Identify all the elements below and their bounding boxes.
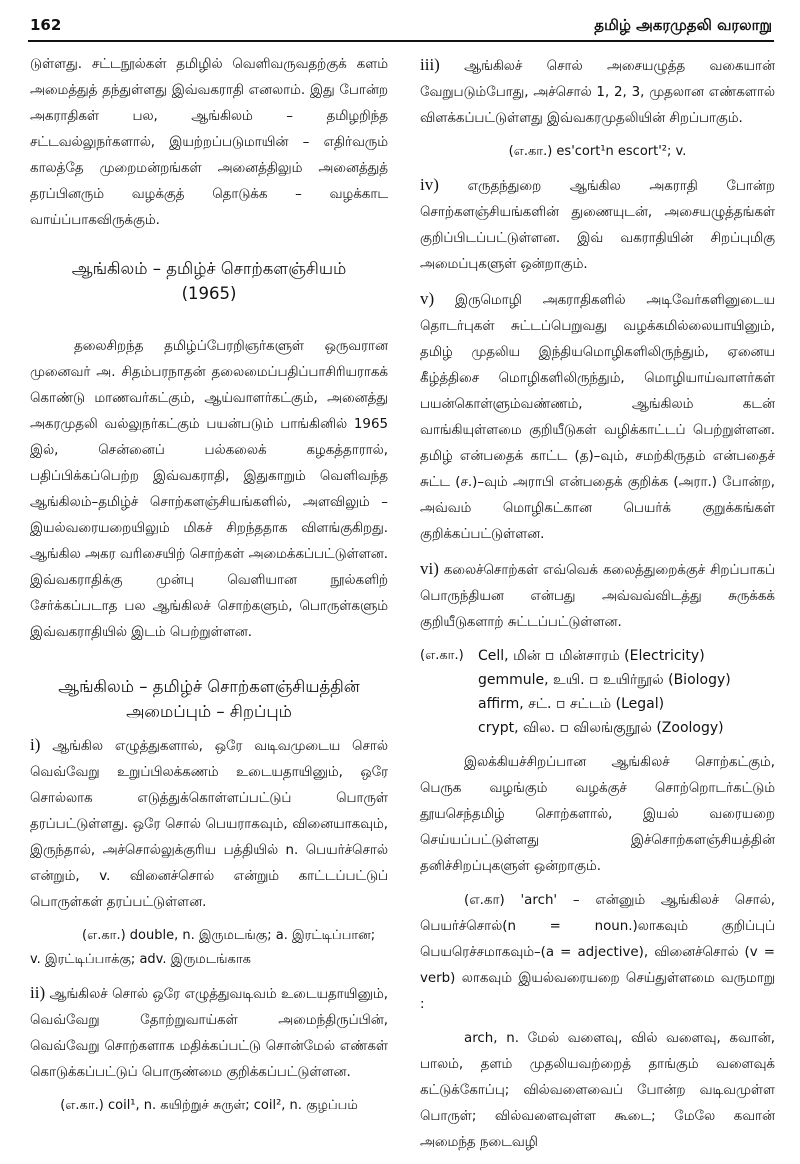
running-title: தமிழ் அகரமுதலி வரலாறு [594, 16, 772, 34]
section-heading-structure [30, 674, 388, 724]
example-label: (எ.கா.) [420, 648, 464, 663]
example-entry: crypt, வில. ▫ விலங்குநூல் (Zoology) [478, 720, 724, 736]
item-text: இருமொழி அகராதிகளில் அடிவேர்களினுடைய தொடர்புகள் சுட்டப்பெறுவது வழக்கமில்லையாயினும், தமிழ் முதலிய இந்தியமொழிகளிலிருந்தும், ஏனைய கீழ்த்திசை மொழிகளிலிருந்தும், மொழியாய்வாளர்கள் பயன்கொள்ளும்வண்ணம், ஆங்கிலம் கடன் வாங்கியுள்ளமை குறியீடுகள் வழிக்காட்டப் பெற்றுள்ளன. தமிழ் என்பதைக் காட்ட (த)–வும், சமற்கிருதம் என்பதைச் சுட்ட (ச.)–வும் அராபி என்பதைக் குறிக்க (அரா.) போன்ற, அவ்வம் மொழிகட்கான பெயர்க் குறுக்கங்கள் குறிக்கப்பட்டுள்ளன. [420, 293, 775, 542]
example-line: (எ.கா.) double, n. இருமடங்கு; a. இரட்டிப்பான; [82, 928, 376, 943]
feature-item-2 [30, 980, 388, 1086]
item-text: எருதந்துறை ஆங்கில அகராதி போன்ற சொற்களஞ்சியங்களின் துணையுடன், அசையழுத்தங்கள் குறிப்பிடப்பட்டுள்ளன. இவ் வகராதியின் சிறப்புமிகு அமைப்புகளுள் ஒன்றாகும். [420, 179, 775, 272]
page-number: 162 [30, 16, 62, 34]
example-entry: affirm, சட். ▫ சட்டம் (Legal) [478, 696, 665, 712]
section-heading-dictionary [30, 256, 388, 306]
intro-paragraph: டுள்ளது. சட்டநூல்கள் தமிழில் வெளிவருவதற்குக் களம் அமைத்துத் தந்துள்ளது இவ்வகராதி எனலாம். இது போன்ற அகராதிகள் பல, ஆங்கிலம் – தமிழறிந்த சட்டவல்லுநர்களால், இயற்றப்படுமாயின் – எதிர்வரும் காலத்தே முறைமன்றங்கள் அனைத்திலும் அனைத்துத் தரப்பினரும் வழக்குத் தொடுக்க – வழக்காட வாய்ப்பாகவிருக்கும். [30, 57, 388, 228]
feature-item-5 [420, 286, 775, 548]
example-line: v. இரட்டிப்பாக்கு; adv. இருமடங்காக [30, 952, 251, 967]
item-marker: vi) [420, 559, 439, 578]
item-marker: v) [420, 289, 435, 308]
item-marker: i) [30, 735, 41, 754]
left-column [30, 52, 388, 1126]
feature-item-1 [30, 732, 388, 916]
subject-label-examples [420, 644, 775, 740]
feature-item-3 [420, 52, 775, 132]
item-marker: ii) [30, 983, 46, 1002]
feature-item-6 [420, 556, 775, 636]
literary-paragraph: இலக்கியச்சிறப்பான ஆங்கிலச் சொற்கட்கும், பெருக வழங்கும் வழக்குச் சொற்றொடர்கட்டும் தூயசெந்தமிழ் சொற்களால், இயல் வரையறை செய்யப்பட்டுள்ளது இச்சொற்களஞ்சியத்தின் தனிச்சிறப்புகளுள் ஒன்றாகும். [420, 755, 775, 874]
page-header [28, 14, 774, 42]
item-marker: iv) [420, 175, 439, 194]
item-marker: iii) [420, 55, 440, 74]
heading-line: அமைப்பும் – சிறப்பும் [126, 702, 292, 721]
example-coil: (எ.கா.) coil¹, n. கயிற்றுச் சுருள்; coil², n. குழப்பம் [60, 1098, 358, 1113]
feature-item-4 [420, 172, 775, 278]
example-entry: Cell, மின் ▫ மின்சாரம் (Electricity) [478, 648, 705, 664]
heading-line: ஆங்கிலம் – தமிழ்ச் சொற்களஞ்சியம் [71, 259, 347, 278]
example-entry: gemmule, உயி. ▫ உயிர்நூல் (Biology) [478, 672, 731, 688]
dictionary-description: தலைசிறந்த தமிழ்ப்பேரறிஞர்களுள் ஒருவரான முனைவர் அ. சிதம்பரநாதன் தலைமைப்பதிப்பாசிரியராகக் கொண்டு மாணவர்கட்கும், ஆய்வாளர்கட்கும், அனைத்து அகரமுதலி வல்லுநர்கட்கும் பயன்படும் பாங்கினில் 1965 இல், சென்னைப் பல்கலைக் கழகத்தாரால், பதிப்பிக்கப்பெற்ற இவ்வகராதி, இதுகாறும் வெளிவந்த ஆங்கிலம்–தமிழ்ச் சொற்களஞ்சியங்களில், அளவிலும் – இயல்வரையறையிலும் மிகச் சிறந்ததாக விளங்குகிறது. ஆங்கில அகர வரிசையிற் சொற்கள் அமைக்கப்பட்டுள்ளன. இவ்வகராதிக்கு முன்பு வெளியான நூல்களிற் சேர்க்கப்படாத பல ஆங்கிலச் சொற்களும், பொருள்களும் இவ்வகராதியில் இடம் பெற்றுள்ளன. [30, 339, 388, 640]
item-text: ஆங்கிலச் சொல் ஒரே எழுத்துவடிவம் உடையதாயினும், வெவ்வேறு தோற்றுவாய்கள் அமைந்திருப்பின், வெவ்வேறு சொற்களாக மதிக்கப்பட்டு சொன்மேல் எண்கள் கொடுக்கப்பட்டுப் பொருண்மை குறிக்கப்பட்டுள்ளன. [30, 987, 388, 1080]
item-text: ஆங்கிலச் சொல் அசையழுத்த வகையான் வேறுபடும்போது, அச்சொல் 1, 2, 3, முதலான எண்களால் விளக்கப்பட்டுள்ளது இவ்வகரமுதலியின் சிறப்பாகும். [420, 59, 775, 126]
right-column [420, 52, 775, 1164]
arch-definition: arch, n. மேல் வளைவு, வில் வளைவு, கவான், பாலம், தளம் முதலியவற்றைத் தாங்கும் வளைவுக் கட்டுக்கோப்பு; வில்வளைவைப் போன்ற வடிவமுள்ள பொருள்; வில்வளைவுள்ள கூடை; மேலே கவான் அமைந்த நடைவழி [420, 1031, 775, 1150]
heading-year: (1965) [181, 284, 237, 303]
item-text: கலைச்சொற்கள் எவ்வெக் கலைத்துறைக்குச் சிறப்பாகப் பொருந்தியன என்பது அவ்வவ்விடத்து சுருக்கக் குறியீடுகளாற் சுட்டப்பட்டுள்ளன. [420, 563, 775, 630]
item-text: ஆங்கில எழுத்துகளால், ஒரே வடிவமுடைய சொல் வெவ்வேறு உறுப்பிலக்கணம் உடையதாயினும், ஒரே சொல்லாக எடுத்துக்கொள்ளப்பட்டுப் பொருள் தரப்பட்டுள்ளது. ஒரே சொல் பெயராகவும், வினையாகவும், இருந்தால், அச்சொல்லுக்குரிய பத்தியில் n. பெயர்ச்சொல் என்றும், v. வினைச்சொல் என்றும் காட்டப்பட்டுப் பொருள்கள் தரப்பட்டுள்ளன. [30, 739, 388, 910]
example-double [30, 924, 388, 972]
example-escort: (எ.கா.) es'cort¹n escort'²; v. [508, 144, 687, 159]
heading-line: ஆங்கிலம் – தமிழ்ச் சொற்களஞ்சியத்தின் [58, 677, 360, 696]
arch-paragraph: (எ.கா) 'arch' – என்னும் ஆங்கிலச் சொல், பெயர்ச்சொல்(n = noun.)லாகவும் குறிப்புப் பெயரெச்சமாகவும்–(a = adjective), வினைச்சொல் (v = verb) லாகவும் இயல்வரையறை செய்துள்ளமை வருமாறு : [420, 893, 775, 1012]
